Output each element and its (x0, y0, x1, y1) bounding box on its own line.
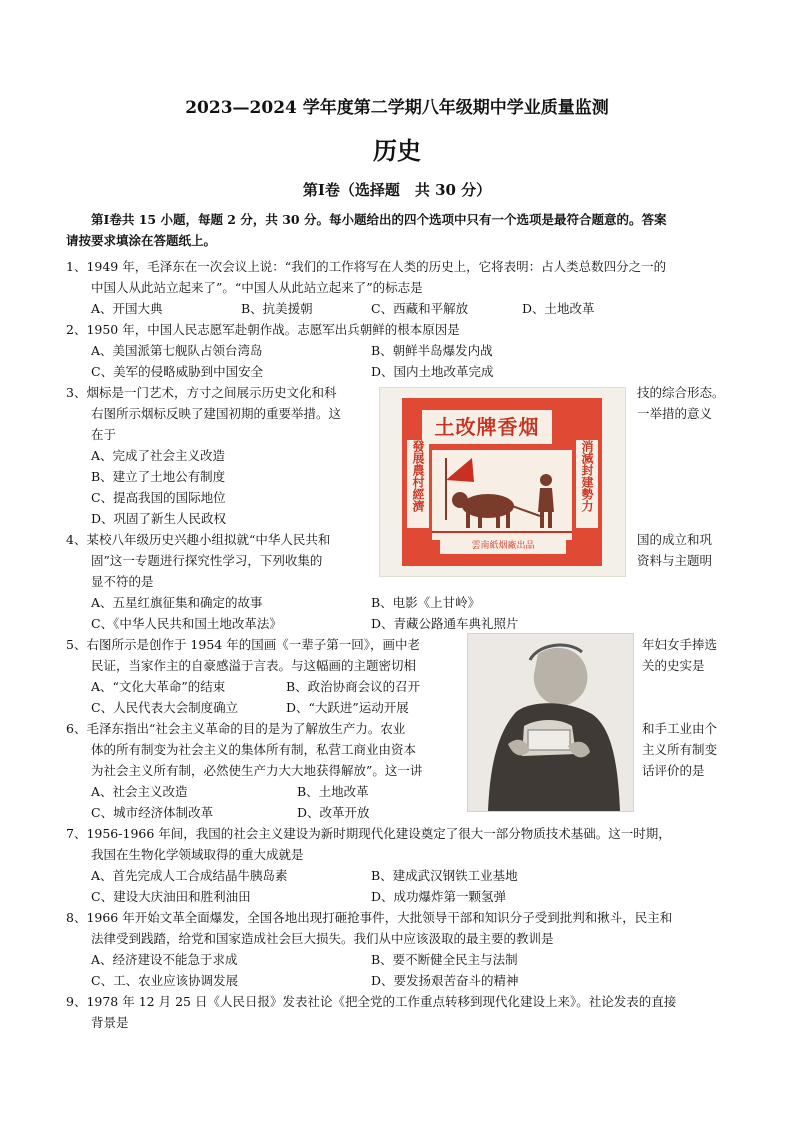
instruction-line: 请按要求填涂在答题纸上。 (66, 233, 217, 248)
q3-option-c: C、提高我国的国际地位 (91, 490, 226, 505)
q5-option-c: C、人民代表大会制度确立 (91, 700, 239, 715)
question-4-text: 国的成立和巩 (637, 532, 713, 547)
question-5-text: 关的史实是 (642, 658, 705, 673)
q7-option-d: D、成功爆炸第一颗氢弹 (371, 889, 507, 904)
q8-option-a: A、经济建设不能急于求成 (91, 952, 238, 967)
question-3-text: 一举措的意义 (637, 406, 713, 421)
question-5-text: 民证，当家作主的自豪感溢于言表。与这幅画的主题密切相 (91, 658, 417, 673)
q2-option-d: D、国内土地改革完成 (371, 364, 494, 379)
question-6-text: 为社会主义所有制，必然使生产力大大地获得解放”。这一讲 (91, 763, 423, 778)
question-4-text: 显不符的是 (91, 574, 154, 589)
q2-option-b: B、朝鲜半岛爆发内战 (371, 343, 493, 358)
q5-option-b: B、政治协商会议的召开 (286, 679, 421, 694)
q4-option-b: B、电影《上甘岭》 (371, 595, 481, 610)
question-5-text: 年妇女手捧选 (642, 637, 718, 652)
question-4-text: 4、某校八年级历史兴趣小组拟就“中华人民共和 (66, 532, 331, 547)
q7-option-a: A、首先完成人工合成结晶牛胰岛素 (91, 868, 288, 883)
label-left-slogan: 發展農村經濟 (407, 440, 429, 528)
exam-title: 2023—2024 学年度第二学期八年级期中学业质量监测 (185, 98, 609, 118)
question-4-text: 资料与主题明 (637, 553, 713, 568)
elderly-woman-illustration (468, 634, 633, 811)
subject-title: 历史 (373, 136, 421, 165)
q1-option-c: C、西藏和平解放 (371, 301, 469, 316)
cigarette-label-image (379, 387, 626, 577)
q1-option-d: D、土地改革 (522, 301, 595, 316)
q7-option-b: B、建成武汉钢铁工业基地 (371, 868, 518, 883)
question-7-text: 7、1956-1966 年间，我国的社会主义建设为新时期现代化建设奠定了很大一部分物质技术基础。这一时期， (66, 826, 671, 841)
question-9-text: 背景是 (91, 1015, 129, 1030)
question-5-text: 5、右图所示是创作于 1954 年的国画《一辈子第一回》，画中老 (66, 637, 420, 652)
question-3-text: 技的综合形态。 (637, 385, 725, 400)
q6-option-a: A、社会主义改造 (91, 784, 188, 799)
q5-option-a: A、“文化大革命”的结束 (91, 679, 226, 694)
label-headline: 土改牌香烟 (422, 410, 552, 444)
q1-option-b: B、抗美援朝 (241, 301, 313, 316)
question-6-text: 话评价的是 (642, 763, 705, 778)
question-3-text: 右图所示烟标反映了建国初期的重要举措。这 (91, 406, 342, 421)
q6-option-d: D、改革开放 (297, 805, 370, 820)
q2-option-a: A、美国派第七舰队占领台湾岛 (91, 343, 263, 358)
question-6-text: 主义所有制变 (642, 742, 718, 757)
q5-option-d: D、“大跃进”运动开展 (286, 700, 409, 715)
painting-image (467, 633, 634, 812)
question-3-text: 在于 (91, 427, 117, 442)
question-2-text: 2、1950 年，中国人民志愿军赴朝作战。志愿军出兵朝鲜的根本原因是 (66, 322, 460, 337)
q1-option-a: A、开国大典 (91, 301, 163, 316)
q3-option-a: A、完成了社会主义改造 (91, 448, 226, 463)
section-heading: 第Ⅰ卷（选择题 共 30 分） (302, 181, 492, 199)
q8-option-c: C、工、农业应该协调发展 (91, 973, 239, 988)
question-9-text: 9、1978 年 12 月 25 日《人民日报》发表社论《把全党的工作重点转移到现代化建设上来》。社论发表的直接 (66, 994, 677, 1009)
question-6-text: 和手工业由个 (642, 721, 718, 736)
question-6-text: 体的所有制变为社会主义的集体所有制，私营工商业由资本 (91, 742, 417, 757)
question-1-text: 1、1949 年，毛泽东在一次会议上说：“我们的工作将写在人类的历史上，它将表明：占人类总数四分之一的 (66, 259, 667, 274)
label-footer: 雲南紙烟廠出品 (440, 538, 566, 554)
question-8-text: 法律受到践踏，给党和国家造成社会巨大损失。我们从中应该汲取的最主要的教训是 (91, 931, 554, 946)
q8-option-b: B、要不断健全民主与法制 (371, 952, 518, 967)
question-1-text: 中国人从此站立起来了”。“中国人从此站立起来了”的标志是 (91, 280, 423, 295)
label-right-slogan: 消滅封建勢力 (576, 440, 598, 528)
question-6-text: 6、毛泽东指出“社会主义革命的目的是为了解放生产力。农业 (66, 721, 406, 736)
question-3-text: 3、烟标是一门艺术，方寸之间展示历史文化和科 (66, 385, 337, 400)
ox-plough-icon (432, 450, 572, 540)
instruction-line: 第Ⅰ卷共 15 小题，每题 2 分，共 30 分。每小题给出的四个选项中只有一个选项是最符合题意的。答案 (91, 212, 667, 227)
q8-option-d: D、要发扬艰苦奋斗的精神 (371, 973, 519, 988)
question-7-text: 我国在生物化学领域取得的重大成就是 (91, 847, 304, 862)
q3-option-b: B、建立了土地公有制度 (91, 469, 226, 484)
q4-option-d: D、青藏公路通车典礼照片 (371, 616, 519, 631)
q7-option-c: C、建设大庆油田和胜利油田 (91, 889, 251, 904)
q4-option-a: A、五星红旗征集和确定的故事 (91, 595, 263, 610)
q4-option-c: C、《中华人民共和国土地改革法》 (91, 616, 282, 631)
question-4-text: 固”这一专题进行探究性学习，下列收集的 (91, 553, 323, 568)
question-8-text: 8、1966 年开始文革全面爆发，全国各地出现打砸抢事件，大批领导干部和知识分子受到批判和揪斗，民主和 (66, 910, 673, 925)
q6-option-b: B、土地改革 (297, 784, 369, 799)
q2-option-c: C、美军的侵略威胁到中国安全 (91, 364, 264, 379)
ploughing-farmer-illustration (432, 450, 572, 540)
q6-option-c: C、城市经济体制改革 (91, 805, 214, 820)
q3-option-d: D、巩固了新生人民政权 (91, 511, 227, 526)
